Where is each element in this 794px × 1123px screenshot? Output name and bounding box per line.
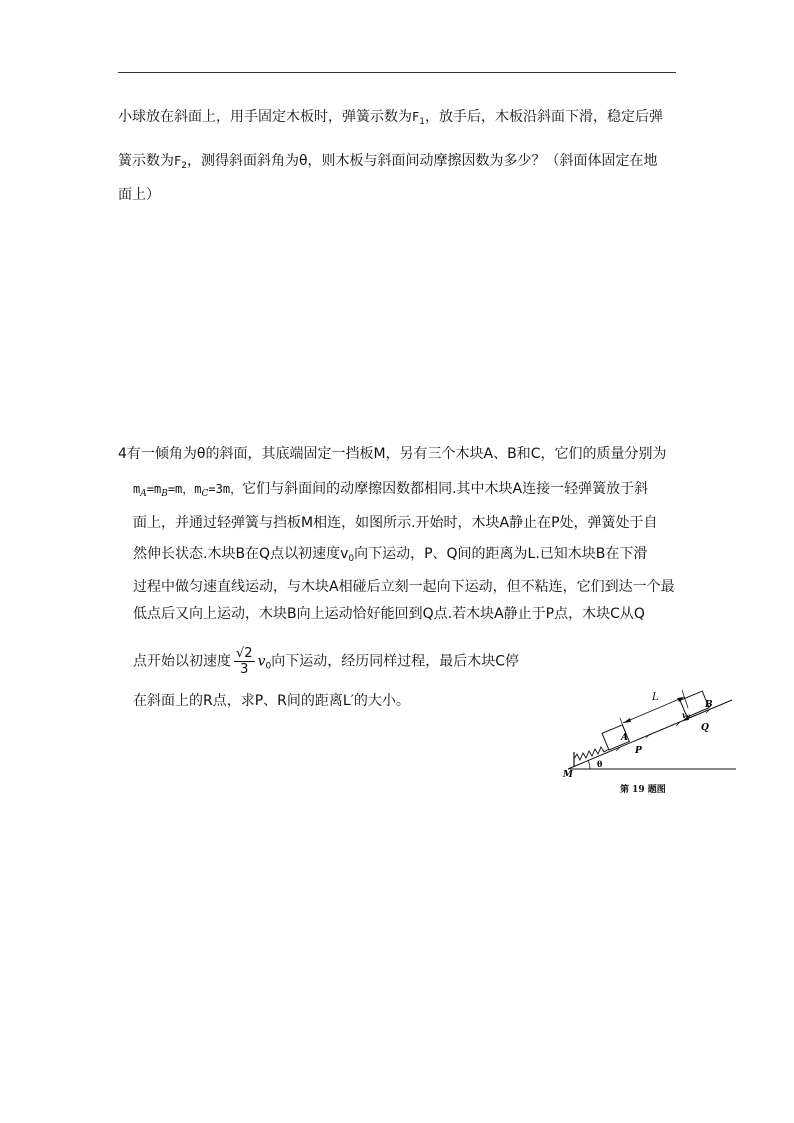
label-M: M — [563, 770, 573, 780]
fraction-numerator: √2 — [236, 646, 253, 661]
mass-A-sub: A — [140, 489, 147, 499]
p3-text: ，放手后，木板沿斜面下滑，稳定后弹 — [424, 109, 663, 125]
p4-text: 过程中做匀速直线运动，与木块A相碰后立刻一起向下运动，但不粘连，它们到达一个最 — [133, 579, 675, 595]
p4-text: 向下运动，P、Q间的距离为L.已知木块B在下滑 — [354, 546, 648, 562]
p4-text: 点开始以初速度 — [133, 653, 231, 670]
p4-line-3 — [133, 514, 658, 532]
p3-text: ，测得斜面斜角为θ，则木板与斜面间动摩擦因数为多少？（斜面体固定在地 — [186, 153, 658, 169]
p3-line-3 — [118, 186, 160, 204]
p3-text: 簧示数为 — [118, 153, 174, 169]
p4-line-6 — [133, 605, 645, 623]
mass-B-sub: B — [161, 489, 168, 499]
angle-arc — [588, 760, 590, 769]
p4-line-7 — [133, 646, 519, 677]
incline-figure — [560, 678, 740, 798]
mass-eq: =3m， — [208, 482, 243, 496]
p4-text: 它们与斜面间的动摩擦因数都相同.其中木块A连接一轻弹簧放于斜 — [242, 481, 649, 497]
p3-text: 小球放在斜面上，用手固定木板时，弹簧示数为 — [118, 109, 412, 125]
p4-line-2 — [133, 480, 648, 503]
p4-text: 面上，并通过轻弹簧与挡板M相连，如图所示.开始时，木块A静止在P处，弹簧处于自 — [133, 515, 658, 531]
figure-caption: 第 19 题图 — [620, 785, 666, 795]
mass-eq: =m — [146, 482, 162, 496]
p4-line-1 — [118, 445, 667, 463]
label-theta: θ — [597, 759, 603, 769]
p4-text: 然伸长状态.木块B在Q点以初速度v — [133, 546, 349, 562]
header-rule — [118, 72, 676, 73]
incline-line — [568, 700, 732, 769]
label-A: A — [621, 733, 628, 743]
v0-sub: 0 — [265, 661, 272, 672]
p4-line-5 — [133, 578, 675, 596]
label-Q: Q — [701, 723, 709, 733]
p4-text: 4有一倾角为θ的斜面，其底端固定一挡板M，另有三个木块A、B和C，它们的质量分别为 — [118, 446, 667, 462]
label-P: P — [635, 746, 642, 756]
fraction — [234, 646, 255, 677]
v-symbol: v — [257, 653, 266, 670]
p3-F2-sub: 2 — [181, 161, 187, 171]
p3-line-2 — [118, 152, 658, 175]
p3-F2: F — [174, 154, 182, 168]
label-B: B — [705, 700, 713, 710]
p4-line-4 — [133, 545, 647, 568]
p3-F1: F — [412, 110, 420, 124]
p4-text: 在斜面上的R点，求P、R间的距离L′的大小。 — [133, 693, 410, 709]
label-v0: v₀ — [682, 710, 691, 720]
p4-text: 向下运动，经历同样过程，最后木块C停 — [271, 653, 519, 670]
v0-sub: 0 — [348, 554, 355, 564]
fraction-denominator: 3 — [240, 662, 249, 677]
p3-F1-sub: 1 — [419, 117, 425, 127]
p4-line-8 — [133, 692, 410, 710]
mass-eq: =m，m — [167, 482, 202, 496]
mass-A: m — [133, 482, 141, 496]
p4-text: 低点后又向上运动，木块B向上运动恰好能回到Q点.若木块A静止于P点，木块C从Q — [133, 606, 645, 622]
p3-text: 面上） — [118, 187, 160, 203]
label-L: L — [652, 692, 659, 703]
p3-line-1 — [118, 108, 663, 131]
mass-C-sub: C — [201, 489, 209, 499]
